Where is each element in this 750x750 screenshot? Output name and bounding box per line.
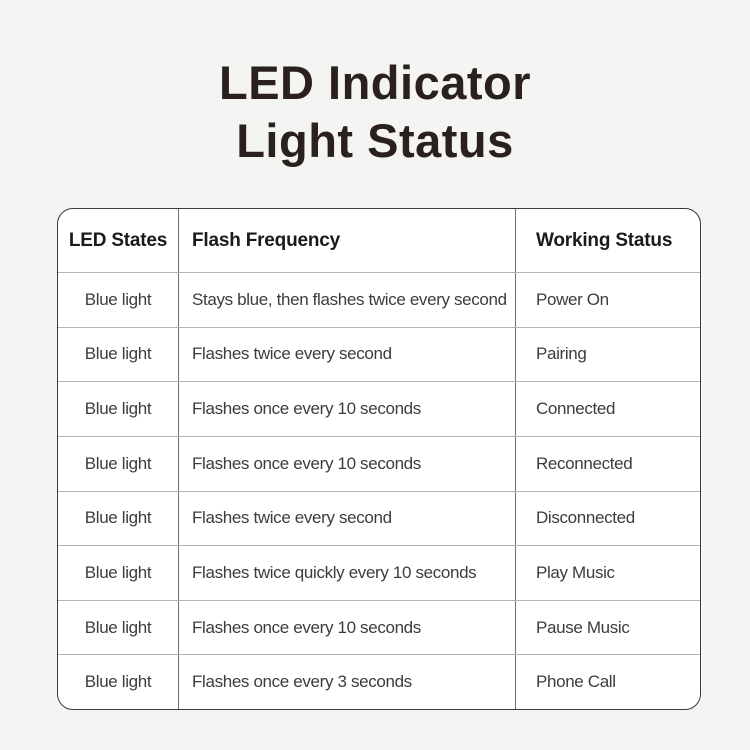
table-row bbox=[58, 600, 700, 655]
led-state-cell: Blue light bbox=[84, 508, 152, 528]
led-state-cell: Blue light bbox=[84, 672, 152, 692]
flash-frequency-cell: Flashes twice quickly every 10 seconds bbox=[178, 546, 516, 600]
led-state-cell: Blue light bbox=[84, 344, 152, 364]
table-row bbox=[58, 327, 700, 382]
table-row bbox=[58, 654, 700, 709]
page-title-line-1: LED Indicator bbox=[218, 56, 532, 109]
table-row bbox=[58, 545, 700, 600]
column-header-flash-frequency: Flash Frequency bbox=[178, 209, 516, 272]
flash-frequency-cell: Flashes once every 3 seconds bbox=[178, 655, 516, 709]
flash-frequency-cell: Flashes twice every second bbox=[178, 328, 516, 382]
table-row bbox=[58, 436, 700, 491]
working-status-cell: Pause Music bbox=[536, 617, 630, 637]
led-state-cell: Blue light bbox=[84, 289, 152, 309]
working-status-cell: Disconnected bbox=[536, 508, 635, 528]
table-row bbox=[58, 381, 700, 436]
flash-frequency-cell: Flashes once every 10 seconds bbox=[178, 382, 516, 436]
flash-frequency-cell: Flashes once every 10 seconds bbox=[178, 437, 516, 491]
working-status-cell: Power On bbox=[536, 289, 609, 309]
led-state-cell: Blue light bbox=[84, 617, 152, 637]
led-state-cell: Blue light bbox=[84, 453, 152, 473]
page-title bbox=[0, 54, 750, 170]
table-row bbox=[58, 491, 700, 546]
working-status-cell: Phone Call bbox=[536, 672, 616, 692]
led-status-table bbox=[57, 208, 701, 710]
table-row bbox=[58, 272, 700, 327]
flash-frequency-cell: Flashes twice every second bbox=[178, 492, 516, 546]
working-status-cell: Pairing bbox=[536, 344, 587, 364]
working-status-cell: Play Music bbox=[536, 562, 615, 582]
working-status-cell: Connected bbox=[536, 399, 616, 419]
flash-frequency-cell: Flashes once every 10 seconds bbox=[178, 601, 516, 655]
led-state-cell: Blue light bbox=[84, 562, 152, 582]
table-header-row bbox=[58, 209, 700, 272]
flash-frequency-cell: Stays blue, then flashes twice every second bbox=[178, 273, 516, 327]
column-header-led-states: LED States bbox=[68, 229, 168, 251]
page-title-line-2: Light Status bbox=[236, 114, 514, 167]
column-header-working-status: Working Status bbox=[536, 229, 673, 251]
working-status-cell: Reconnected bbox=[536, 453, 633, 473]
led-state-cell: Blue light bbox=[84, 399, 152, 419]
